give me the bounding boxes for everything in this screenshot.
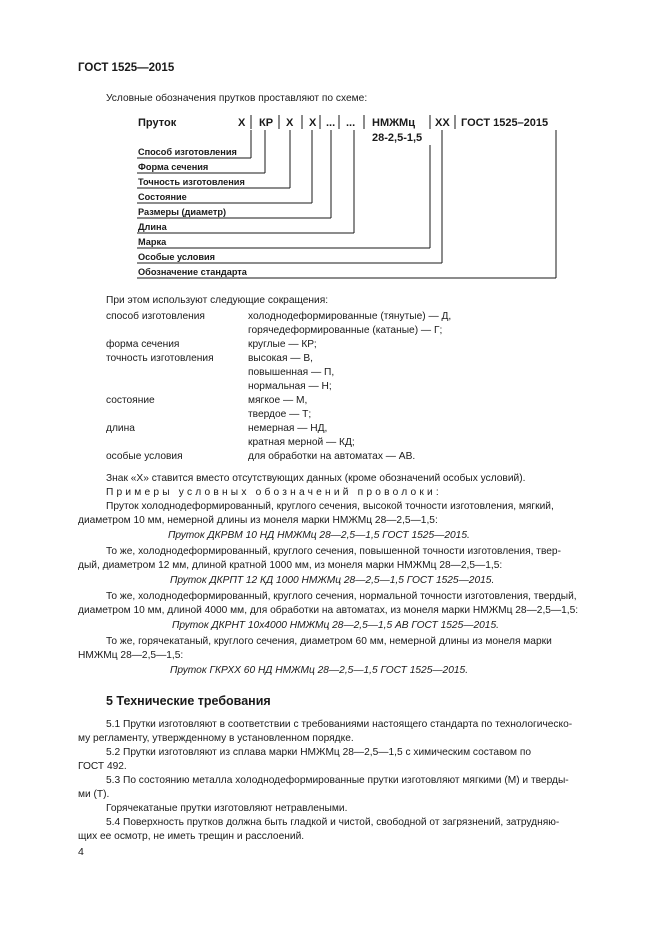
example-text: диаметром 10 мм, длиной 4000 мм, для обработки на автоматах, из монеля марки НМЖМц 28—2,5—1,5: [78, 605, 579, 616]
section-text: 5.2 Прутки изготовляют из сплава марки НМЖМц 28—2,5—1,5 с химическим составом по [106, 747, 532, 758]
abbrev-value: твердое — Т; [248, 409, 312, 420]
abbrev-term: особые условия [106, 451, 183, 462]
scheme-label-state: Состояние [138, 192, 187, 202]
scheme-label-grade: Марка [138, 237, 167, 247]
scheme-label-method: Способ изготовления [138, 147, 237, 157]
abbrev-intro: При этом используют следующие сокращения: [106, 295, 329, 306]
examples-heading: Примеры условных обозначений проволоки: [106, 487, 442, 498]
scheme-code-6: ... [346, 117, 356, 129]
section-text: му регламенту, утвержденному в установленном порядке. [78, 733, 354, 744]
page-number: 4 [78, 846, 84, 858]
section-text: 5.3 По состоянию металла холоднодеформированные прутки изготовляют мягкими (М) и тверды- [106, 775, 569, 786]
section-heading: 5 Технические требования [106, 694, 271, 708]
example-text: дый, диаметром 12 мм, длиной кратной 1000 мм, из монеля марки НМЖМц 28—2,5—1,5: [78, 560, 503, 571]
example-text: НМЖМц 28—2,5—1,5: [78, 650, 184, 661]
scheme-label-length: Длина [138, 222, 167, 232]
abbrev-value: круглые — КР; [248, 339, 317, 350]
abbrev-value: холоднодеформированные (тянутые) — Д, [248, 311, 452, 322]
example-text: То же, холоднодеформированный, круглого сечения, повышенной точности изготовления, твер- [106, 546, 561, 557]
scheme-label-standard: Обозначение стандарта [138, 267, 247, 277]
scheme-code-1: Х [238, 117, 246, 129]
scheme-label-special: Особые условия [138, 252, 216, 262]
scheme-label-accuracy: Точность изготовления [138, 177, 245, 187]
scheme-code-grade-2: 28-2,5-1,5 [372, 132, 423, 144]
abbrev-value: для обработки на автоматах — АВ. [248, 451, 416, 462]
abbrev-value: нормальная — Н; [248, 381, 332, 392]
section-text: Горячекатаные прутки изготовляют нетравлеными. [106, 803, 348, 814]
abbrev-value: высокая — В, [248, 353, 313, 364]
abbrev-value: мягкое — М, [248, 395, 308, 406]
scheme-label-size: Размеры (диаметр) [138, 207, 227, 217]
example-text: То же, холоднодеформированный, круглого сечения, нормальной точности изготовления, твердый, [106, 591, 577, 602]
scheme-code-grade: НМЖМц [372, 117, 415, 129]
section-text: 5.1 Прутки изготовляют в соответствии с требованиями настоящего стандарта по технологическо- [106, 719, 573, 730]
example-text: диаметром 10 мм, немерной длины из монеля марки НМЖМц 28—2,5—1,5: [78, 515, 438, 526]
scheme-code-3: Х [286, 117, 294, 129]
example-designation: Пруток ДКРВМ 10 НД НМЖМц 28—2,5—1,5 ГОСТ 1525—2015. [168, 530, 470, 541]
abbrev-value: кратная мерной — КД; [248, 437, 355, 448]
example-designation: Пруток ГКРХХ 60 НД НМЖМц 28—2,5—1,5 ГОСТ 1525—2015. [170, 665, 469, 676]
scheme-code-4: Х [309, 117, 317, 129]
section-text: ГОСТ 492. [78, 761, 127, 772]
scheme-code-standard: ГОСТ 1525–2015 [461, 117, 549, 129]
abbrev-value: повышенная — П, [248, 367, 335, 378]
designation-scheme [0, 0, 661, 300]
scheme-code-2: КР [259, 117, 274, 129]
scheme-code-special: ХХ [435, 117, 450, 129]
scheme-code-5: ... [326, 117, 336, 129]
abbrev-value: горячедеформированные (катаные) — Г; [248, 325, 443, 336]
scheme-title: Пруток [138, 117, 177, 129]
abbrev-term: форма сечения [106, 339, 180, 350]
scheme-intro: Условные обозначения прутков проставляют по схеме: [106, 93, 368, 104]
example-designation: Пруток ДКРПТ 12 КД 1000 НМЖМц 28—2,5—1,5 ГОСТ 1525—2015. [170, 575, 495, 586]
section-text: ми (Т). [78, 789, 110, 800]
abbrev-term: точность изготовления [106, 353, 214, 364]
section-text: 5.4 Поверхность прутков должна быть гладкой и чистой, свободной от загрязнений, затрудняю- [106, 817, 560, 828]
document-header: ГОСТ 1525—2015 [78, 62, 175, 74]
example-text: То же, горячекатаный, круглого сечения, диаметром 60 мм, немерной длины из монеля марки [106, 636, 552, 647]
note-text: Знак «Х» ставится вместо отсутствующих данных (кроме обозначений особых условий). [106, 473, 526, 484]
example-text: Пруток холоднодеформированный, круглого сечения, высокой точности изготовления, мягкий, [106, 501, 554, 512]
section-text: щих ее осмотр, не иметь трещин и расслоений. [78, 831, 305, 842]
abbrev-term: длина [106, 423, 135, 434]
abbrev-value: немерная — НД, [248, 423, 328, 434]
example-designation: Пруток ДКРНТ 10х4000 НМЖМц 28—2,5—1,5 АВ ГОСТ 1525—2015. [172, 620, 499, 631]
scheme-label-shape: Форма сечения [138, 162, 209, 172]
abbrev-term: состояние [106, 395, 155, 406]
abbrev-term: способ изготовления [106, 311, 205, 322]
